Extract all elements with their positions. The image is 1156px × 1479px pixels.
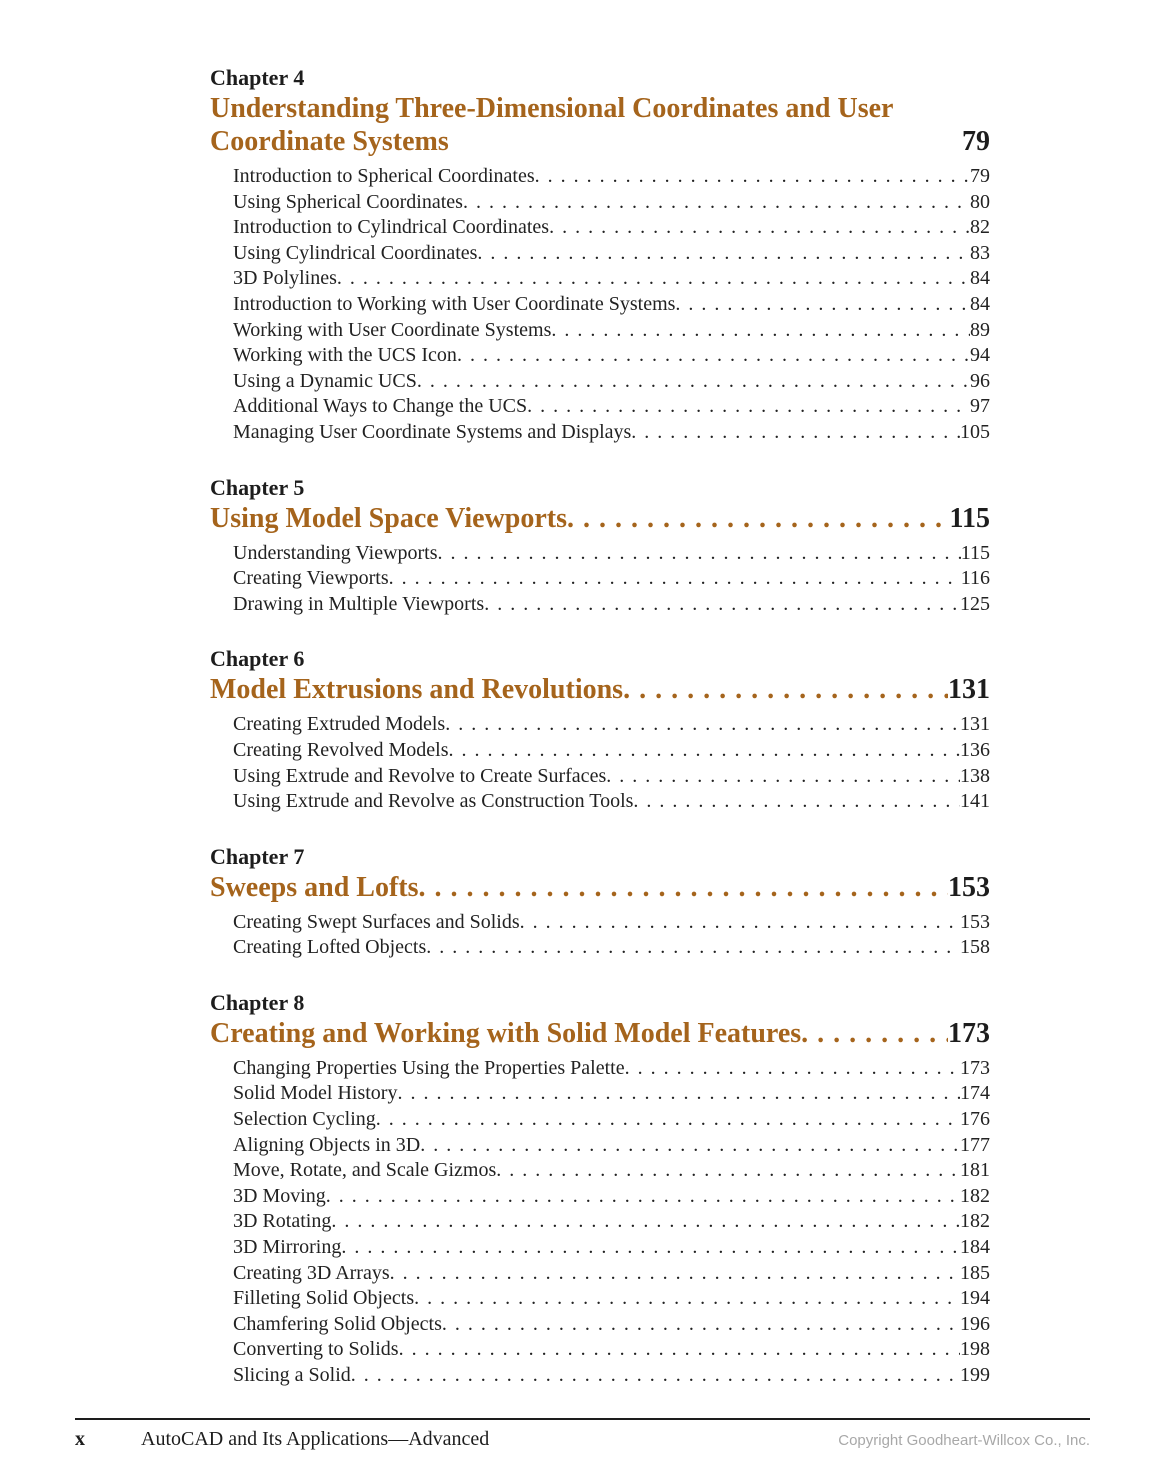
entry-dot-leader	[520, 910, 960, 936]
entry-page-number: 96	[970, 369, 990, 392]
entry-dot-leader	[442, 1312, 960, 1338]
toc-entry-row	[233, 764, 990, 790]
toc-entry-label: Using Extrude and Revolve as Construction Tools	[233, 790, 634, 813]
entry-dot-leader	[484, 592, 960, 618]
entry-dot-leader	[549, 215, 970, 241]
entry-page-number: 153	[960, 910, 990, 933]
footer-book-title: AutoCAD and Its Applications—Advanced	[141, 1428, 490, 1450]
footer-page-number: x	[75, 1428, 85, 1450]
entry-dot-leader	[527, 394, 970, 420]
toc-entry-label: Working with the UCS Icon	[233, 344, 457, 367]
entry-page-number: 89	[970, 318, 990, 341]
entry-dot-leader	[337, 266, 970, 292]
toc-entry-label: Changing Properties Using the Properties Palette	[233, 1056, 625, 1079]
entry-dot-leader	[551, 318, 970, 344]
toc-entry-row	[233, 1107, 990, 1133]
entry-page-number: 194	[960, 1287, 990, 1310]
chapter-title-row	[210, 1017, 990, 1050]
entry-dot-leader	[426, 935, 960, 961]
toc-entry-label: Selection Cycling	[233, 1108, 376, 1131]
entry-page-number: 83	[970, 241, 990, 264]
entry-page-number: 125	[960, 592, 990, 615]
entry-dot-leader	[326, 1184, 960, 1210]
toc-entry-label: Solid Model History	[233, 1082, 398, 1105]
entry-dot-leader	[675, 292, 970, 318]
entry-page-number: 94	[970, 344, 990, 367]
toc-entry-row	[233, 420, 990, 446]
toc-entry-label: Creating 3D Arrays	[233, 1261, 390, 1284]
entry-dot-leader	[417, 369, 970, 395]
entry-page-number: 138	[960, 764, 990, 787]
toc-entry-label: Using a Dynamic UCS	[233, 369, 417, 392]
chapter-title: Model Extrusions and Revolutions	[210, 674, 624, 706]
toc-entry-row	[233, 566, 990, 592]
toc-entry-label: 3D Rotating	[233, 1210, 332, 1233]
toc-entry-row	[233, 1184, 990, 1210]
toc-entry-label: Creating Swept Surfaces and Solids	[233, 910, 520, 933]
toc-entry-row	[233, 712, 990, 738]
entry-dot-leader	[633, 789, 960, 815]
toc-entry-label: Chamfering Solid Objects	[233, 1312, 442, 1335]
toc-entry-row	[233, 241, 990, 267]
entry-dot-leader	[390, 1261, 960, 1287]
chapter-page-number: 115	[949, 502, 990, 534]
chapter-label: Chapter 5	[210, 474, 305, 500]
toc-entry-row	[233, 738, 990, 764]
toc-entry-label: Understanding Viewports	[233, 541, 438, 564]
entry-page-number: 82	[970, 216, 990, 239]
toc-entry-row	[233, 1363, 990, 1389]
chapter-label: Chapter 4	[210, 65, 305, 90]
toc-entry-row	[233, 1056, 990, 1082]
toc-entry-label: Creating Extruded Models	[233, 713, 446, 736]
entry-dot-leader	[631, 420, 960, 446]
toc-entry-row	[233, 292, 990, 318]
toc-entry-label: Filleting Solid Objects	[233, 1287, 415, 1310]
chapter-entries	[233, 910, 990, 961]
toc-entry-row	[233, 1337, 990, 1363]
entry-dot-leader	[438, 541, 961, 567]
toc-entry-row	[233, 1081, 990, 1107]
entry-page-number: 131	[960, 713, 990, 736]
toc-entry-label: Introduction to Cylindrical Coordinates	[233, 216, 550, 239]
entry-dot-leader	[477, 241, 970, 267]
entry-page-number: 80	[970, 190, 990, 213]
toc-entry-label: Using Spherical Coordinates	[233, 190, 463, 213]
toc-entry-row	[233, 394, 990, 420]
chapter-title-row	[210, 673, 990, 706]
entry-page-number: 158	[960, 936, 990, 959]
chapter-title: Understanding Three-Dimensional Coordinates and User Coordinate Systems	[210, 93, 893, 157]
entry-dot-leader	[463, 190, 970, 216]
toc-entry-row	[233, 1209, 990, 1235]
toc-entry-row	[233, 935, 990, 961]
toc-entry-row	[233, 1158, 990, 1184]
chapter-dot-leader	[623, 673, 948, 706]
entry-dot-leader	[445, 712, 960, 738]
entry-page-number: 199	[960, 1364, 990, 1386]
toc-entry-label: Introduction to Working with User Coordinate Systems	[233, 292, 676, 315]
entry-page-number: 181	[960, 1159, 990, 1182]
toc-entry-row	[233, 1235, 990, 1261]
toc-entry-label: Drawing in Multiple Viewports	[233, 592, 485, 615]
entry-dot-leader	[389, 566, 961, 592]
toc-entry-row	[233, 1261, 990, 1287]
entry-page-number: 136	[960, 738, 990, 761]
entry-page-number: 84	[970, 292, 990, 315]
toc-entry-row	[233, 343, 990, 369]
chapter-title-row	[210, 92, 990, 158]
toc-entry-row	[233, 1133, 990, 1159]
entry-page-number: 184	[960, 1236, 990, 1259]
chapter-entries	[233, 541, 990, 618]
entry-page-number: 196	[960, 1312, 990, 1335]
entry-dot-leader	[397, 1081, 960, 1107]
toc-entry-row	[233, 592, 990, 618]
toc-entry-row	[233, 910, 990, 936]
entry-page-number: 116	[960, 567, 990, 590]
entry-page-number: 176	[960, 1108, 990, 1131]
chapter-label: Chapter 8	[210, 989, 305, 1015]
entry-page-number: 115	[960, 541, 990, 564]
toc-entry-label: Converting to Solids	[233, 1338, 399, 1361]
entry-dot-leader	[606, 764, 960, 790]
toc-entry-row	[233, 541, 990, 567]
chapter-page-number: 79	[962, 126, 990, 157]
toc-chapter-list	[210, 64, 990, 1389]
toc-entry-label: Move, Rotate, and Scale Gizmos	[233, 1159, 497, 1182]
chapter-dot-leader	[567, 502, 950, 535]
chapter-title-row	[210, 871, 990, 904]
chapter-title-row	[210, 502, 990, 535]
entry-dot-leader	[376, 1107, 960, 1133]
toc-entry-label: Additional Ways to Change the UCS	[233, 395, 528, 418]
toc-entry-label: 3D Mirroring	[233, 1236, 342, 1259]
toc-entry-row	[233, 164, 990, 190]
toc-entry-row	[233, 789, 990, 815]
chapter-entries	[233, 164, 990, 446]
toc-entry-label: Using Extrude and Revolve to Create Surfaces	[233, 764, 607, 787]
toc-entry-row	[233, 1286, 990, 1312]
toc-entry-row	[233, 215, 990, 241]
entry-dot-leader	[414, 1286, 960, 1312]
entry-page-number: 79	[970, 165, 990, 187]
entry-page-number: 97	[970, 395, 990, 418]
chapter-title: Creating and Working with Solid Model Features	[210, 1017, 802, 1049]
entry-dot-leader	[535, 164, 970, 190]
toc-entry-label: Using Cylindrical Coordinates	[233, 241, 478, 264]
toc-entry-label: Managing User Coordinate Systems and Displays	[233, 420, 632, 443]
toc-entry-label: Creating Lofted Objects	[233, 936, 427, 959]
toc-entry-label: Creating Revolved Models	[233, 738, 449, 761]
entry-page-number: 173	[960, 1056, 990, 1079]
entry-dot-leader	[399, 1337, 960, 1363]
entry-dot-leader	[341, 1235, 960, 1261]
toc-entry-label: Slicing a Solid	[233, 1364, 351, 1386]
toc-entry-label: Aligning Objects in 3D	[233, 1133, 421, 1156]
toc-entry-row	[233, 1312, 990, 1338]
toc-content	[210, 64, 990, 1389]
chapter-page-number: 153	[948, 871, 990, 903]
toc-entry-label: Working with User Coordinate Systems	[233, 318, 552, 341]
entry-dot-leader	[351, 1363, 960, 1389]
entry-dot-leader	[457, 343, 970, 369]
chapter-title: Using Model Space Viewports	[210, 502, 567, 534]
toc-entry-label: Creating Viewports	[233, 567, 389, 590]
footer-copyright: Copyright Goodheart-Willcox Co., Inc.	[838, 1432, 1090, 1449]
chapter-entries	[233, 1056, 990, 1389]
entry-page-number: 105	[960, 420, 990, 443]
toc-entry-label: Introduction to Spherical Coordinates	[233, 165, 535, 187]
chapter-label: Chapter 7	[210, 843, 305, 869]
entry-page-number: 198	[960, 1338, 990, 1361]
entry-dot-leader	[420, 1133, 960, 1159]
chapter-entries	[233, 712, 990, 814]
chapter-dot-leader	[418, 871, 948, 904]
chapter-title: Sweeps and Lofts	[210, 871, 419, 903]
chapter-page-number: 131	[948, 674, 990, 706]
toc-entry-label: 3D Polylines	[233, 267, 337, 290]
entry-dot-leader	[496, 1158, 960, 1184]
entry-page-number: 141	[960, 790, 990, 813]
chapter-section	[210, 645, 990, 814]
chapter-label: Chapter 6	[210, 646, 305, 672]
chapter-section	[210, 474, 990, 618]
footer	[75, 1428, 1090, 1451]
footer-rule	[75, 1418, 1090, 1420]
toc-entry-row	[233, 266, 990, 292]
entry-page-number: 182	[960, 1184, 990, 1207]
chapter-page-number: 173	[948, 1017, 990, 1049]
chapter-section	[210, 843, 990, 961]
entry-page-number: 177	[960, 1133, 990, 1156]
toc-entry-row	[233, 318, 990, 344]
entry-page-number: 182	[960, 1210, 990, 1233]
toc-entry-row	[233, 369, 990, 395]
chapter-dot-leader	[801, 1017, 948, 1050]
entry-page-number: 185	[960, 1261, 990, 1284]
chapter-section	[210, 64, 990, 446]
toc-entry-label: 3D Moving	[233, 1184, 326, 1207]
entry-dot-leader	[625, 1056, 960, 1082]
entry-page-number: 174	[960, 1082, 990, 1105]
toc-entry-row	[233, 190, 990, 216]
entry-page-number: 84	[970, 267, 990, 290]
entry-dot-leader	[331, 1209, 960, 1235]
chapter-section	[210, 989, 990, 1389]
entry-dot-leader	[449, 738, 960, 764]
